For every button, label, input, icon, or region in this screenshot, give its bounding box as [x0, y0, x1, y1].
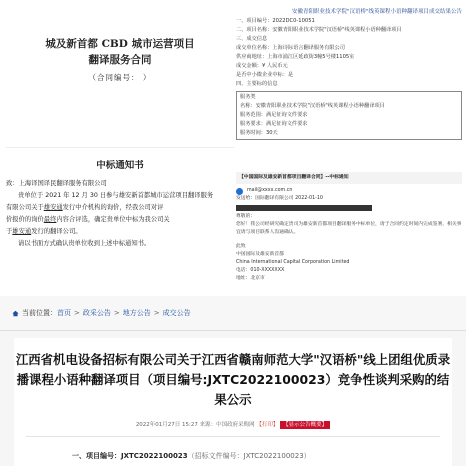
breadcrumb-link-home[interactable]: 首页 — [57, 309, 71, 317]
highlight-text: 雄安通 — [43, 204, 63, 211]
email-redacted-bar — [236, 205, 372, 211]
contract-cover — [6, 8, 234, 148]
award-paragraph: 贵单位于 2021 年 12 月 30 日参与雄安新首都城市运营项目翻译服务 — [18, 192, 214, 199]
breadcrumb-link-local[interactable]: 地方公告 — [122, 309, 151, 317]
contract-number: （合同编号： ） — [88, 73, 152, 82]
email-subject: 【中国国际及雄安新首都项目翻译合同】--中标通知 — [236, 172, 462, 184]
notice-row: 四、主要标的信息 — [236, 81, 278, 87]
contract-title-line2: 翻译服务合同 — [88, 54, 152, 66]
email-from-address: mail@xxxx.com.cn — [247, 188, 293, 193]
notice-detail-box — [236, 91, 462, 140]
notice-row: 成交单位名称：上海诗际语言翻译服务有限公司 — [236, 45, 345, 51]
project-number-label: 一、项目编号： — [72, 452, 121, 460]
highlight-text: 最终 — [43, 216, 57, 223]
email-signature: 此致 中国国际及雄安新首都 China International Capital Corporation Limited 电话：010-XXXXXXX 地址：北京市 — [236, 244, 350, 281]
award-paragraph: 请以书面方式确认贵单位收到上述中标通知书。 — [18, 240, 151, 247]
email-screenshot — [236, 172, 462, 292]
article-card — [14, 338, 452, 466]
award-recipient: 致：上海译国译民翻译服务有限公司 — [6, 180, 107, 187]
award-paragraph: 价报价的询价最终内容合评选，确定贵单位中标为我公司关 — [6, 216, 170, 223]
procurement-web-page — [0, 296, 466, 466]
contract-title-line1: 城及新首都 CBD 城市运营项目 — [45, 38, 195, 50]
result-notice — [236, 8, 462, 162]
notice-row: 是否中小微企业中标：是 — [236, 72, 294, 78]
article-meta — [14, 420, 452, 428]
notice-row: 成交金额：¥ 人民币元 — [236, 63, 288, 69]
email-to: 发送给：国际翻译有限公司 2022-01-10 — [236, 196, 323, 201]
award-notice — [6, 160, 234, 292]
project-number-item — [14, 451, 452, 461]
print-link[interactable]: 【打印】 — [256, 422, 279, 428]
avatar — [236, 188, 243, 195]
notice-box-row: 服务范围：满足征询文件要求 — [240, 112, 308, 118]
award-paragraph: 于雄安通发行的翻译公司。 — [6, 228, 82, 235]
summary-button[interactable]: 【显示公告概要】 — [280, 421, 330, 429]
notice-row: 供应商地址：上海市浦江区延政街3幢5号楼1105室 — [236, 54, 355, 60]
email-body: 尊敬的： — [236, 214, 256, 219]
project-number-note: （招标文件编号：JXTC2022100023） — [187, 452, 311, 460]
article-title-line1: 江西省机电设备招标有限公司关于江西省赣南师范大学"汉语桥"线上团组优质录 — [15, 352, 451, 367]
notice-row: 一、项目编号：2022DC0-10051 — [236, 18, 315, 24]
notice-row: 三、成交信息 — [236, 36, 268, 42]
notice-box-row: 服务要求：满足征询文件要求 — [240, 121, 308, 127]
breadcrumb: 当前位置： 首页 > 政采公告 > 地方公告 > 成交公告 — [0, 296, 466, 331]
divider — [26, 436, 440, 437]
award-title: 中标通知书 — [96, 160, 144, 171]
notice-box-row: 服务类 — [240, 94, 256, 100]
article-date-source: 2022年01月27日 15:27 来源：中国政府采购网 — [135, 422, 255, 428]
award-paragraph: 有限公司关于雄安通发行中介机构的询价，经我公司对评 — [6, 204, 164, 211]
email-body: 您好！我公司经研究确定贵司为雄安新首都项目翻译服务中标单位，请于合同约定时间内完成签署，相关事宜请与项目联系人沟通确认。 — [236, 222, 462, 235]
project-number-value: JXTC2022100023 — [121, 452, 188, 460]
notice-box-row: 名称：安徽青阳职业技术学院"汉语桥"线英课程小语种翻译项目 — [240, 103, 385, 109]
email-sender — [236, 187, 462, 195]
notice-box-row: 服务时间：30天 — [240, 130, 278, 136]
breadcrumb-link-deal[interactable]: 成交公告 — [162, 309, 191, 317]
breadcrumb-prefix: 当前位置： — [22, 309, 57, 317]
notice-header: 安徽青阳职业技术学院"汉语桥"线英课程小语种翻译项目成交结果公告 — [291, 9, 462, 15]
notice-row: 二、项目名称：安徽青阳职业技术学院"汉语桥"线英课程小语种翻译项目 — [236, 27, 402, 33]
home-icon — [12, 310, 19, 317]
highlight-text: 雄安通 — [12, 228, 32, 235]
article-title-line2: 播课程小语种翻译项目（项目编号:JXTC2022100023）竞争性谈判采购的结果公示 — [16, 372, 450, 407]
breadcrumb-link-notices[interactable]: 政采公告 — [82, 309, 111, 317]
